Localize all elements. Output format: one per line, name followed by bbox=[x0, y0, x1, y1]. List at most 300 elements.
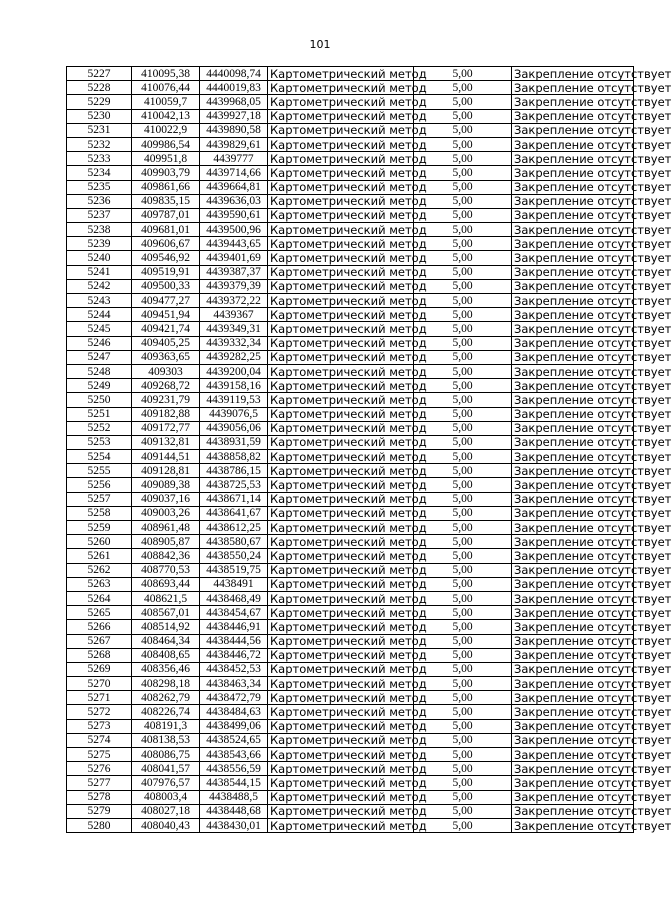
fixing-cell: Закрепление отсутствует bbox=[512, 748, 634, 762]
x-coordinate-cell: 408040,43 bbox=[132, 818, 200, 832]
accuracy-cell: 5,00 bbox=[414, 237, 512, 251]
fixing-cell: Закрепление отсутствует bbox=[512, 308, 634, 322]
point-number-cell: 5250 bbox=[67, 393, 132, 407]
table-row bbox=[67, 251, 634, 265]
y-coordinate-cell: 4438725,53 bbox=[200, 478, 268, 492]
method-cell: Картометрический метод bbox=[268, 606, 414, 620]
y-coordinate-cell: 4438671,14 bbox=[200, 492, 268, 506]
point-number-cell: 5237 bbox=[67, 208, 132, 222]
accuracy-cell: 5,00 bbox=[414, 223, 512, 237]
fixing-cell: Закрепление отсутствует bbox=[512, 421, 634, 435]
y-coordinate-cell: 4438491 bbox=[200, 577, 268, 591]
y-coordinate-cell: 4439119,53 bbox=[200, 393, 268, 407]
fixing-cell: Закрепление отсутствует bbox=[512, 733, 634, 747]
y-coordinate-cell: 4439401,69 bbox=[200, 251, 268, 265]
point-number-cell: 5278 bbox=[67, 790, 132, 804]
x-coordinate-cell: 407976,57 bbox=[132, 776, 200, 790]
fixing-cell: Закрепление отсутствует bbox=[512, 435, 634, 449]
method-cell: Картометрический метод bbox=[268, 67, 414, 81]
x-coordinate-cell: 408408,65 bbox=[132, 648, 200, 662]
x-coordinate-cell: 408298,18 bbox=[132, 677, 200, 691]
method-cell: Картометрический метод bbox=[268, 591, 414, 605]
y-coordinate-cell: 4439056,06 bbox=[200, 421, 268, 435]
point-number-cell: 5265 bbox=[67, 606, 132, 620]
fixing-cell: Закрепление отсутствует bbox=[512, 393, 634, 407]
accuracy-cell: 5,00 bbox=[414, 478, 512, 492]
method-cell: Картометрический метод bbox=[268, 563, 414, 577]
table-row bbox=[67, 577, 634, 591]
point-number-cell: 5234 bbox=[67, 166, 132, 180]
method-cell: Картометрический метод bbox=[268, 620, 414, 634]
accuracy-cell: 5,00 bbox=[414, 818, 512, 832]
x-coordinate-cell: 409951,8 bbox=[132, 152, 200, 166]
accuracy-cell: 5,00 bbox=[414, 251, 512, 265]
y-coordinate-cell: 4438488,5 bbox=[200, 790, 268, 804]
y-coordinate-cell: 4439282,25 bbox=[200, 350, 268, 364]
table-row bbox=[67, 677, 634, 691]
point-number-cell: 5269 bbox=[67, 662, 132, 676]
fixing-cell: Закрепление отсутствует bbox=[512, 137, 634, 151]
y-coordinate-cell: 4438543,66 bbox=[200, 748, 268, 762]
table-row bbox=[67, 407, 634, 421]
x-coordinate-cell: 410059,7 bbox=[132, 95, 200, 109]
method-cell: Картометрический метод bbox=[268, 322, 414, 336]
accuracy-cell: 5,00 bbox=[414, 549, 512, 563]
accuracy-cell: 5,00 bbox=[414, 322, 512, 336]
table-row bbox=[67, 379, 634, 393]
point-number-cell: 5264 bbox=[67, 591, 132, 605]
y-coordinate-cell: 4439200,04 bbox=[200, 364, 268, 378]
method-cell: Картометрический метод bbox=[268, 776, 414, 790]
point-number-cell: 5260 bbox=[67, 535, 132, 549]
method-cell: Картометрический метод bbox=[268, 279, 414, 293]
method-cell: Картометрический метод bbox=[268, 790, 414, 804]
accuracy-cell: 5,00 bbox=[414, 691, 512, 705]
point-number-cell: 5263 bbox=[67, 577, 132, 591]
table-row bbox=[67, 662, 634, 676]
x-coordinate-cell: 409903,79 bbox=[132, 166, 200, 180]
fixing-cell: Закрепление отсутствует bbox=[512, 237, 634, 251]
fixing-cell: Закрепление отсутствует bbox=[512, 364, 634, 378]
x-coordinate-cell: 409405,25 bbox=[132, 336, 200, 350]
accuracy-cell: 5,00 bbox=[414, 464, 512, 478]
point-number-cell: 5248 bbox=[67, 364, 132, 378]
table-row bbox=[67, 549, 634, 563]
point-number-cell: 5238 bbox=[67, 223, 132, 237]
table-row bbox=[67, 393, 634, 407]
x-coordinate-cell: 409986,54 bbox=[132, 137, 200, 151]
point-number-cell: 5232 bbox=[67, 137, 132, 151]
accuracy-cell: 5,00 bbox=[414, 634, 512, 648]
y-coordinate-cell: 4438524,65 bbox=[200, 733, 268, 747]
method-cell: Картометрический метод bbox=[268, 677, 414, 691]
y-coordinate-cell: 4438556,59 bbox=[200, 762, 268, 776]
point-number-cell: 5280 bbox=[67, 818, 132, 832]
fixing-cell: Закрепление отсутствует bbox=[512, 506, 634, 520]
table-row bbox=[67, 81, 634, 95]
table-row bbox=[67, 95, 634, 109]
fixing-cell: Закрепление отсутствует bbox=[512, 634, 634, 648]
x-coordinate-cell: 409268,72 bbox=[132, 379, 200, 393]
x-coordinate-cell: 409519,91 bbox=[132, 265, 200, 279]
y-coordinate-cell: 4439714,66 bbox=[200, 166, 268, 180]
x-coordinate-cell: 409363,65 bbox=[132, 350, 200, 364]
fixing-cell: Закрепление отсутствует bbox=[512, 464, 634, 478]
x-coordinate-cell: 408905,87 bbox=[132, 535, 200, 549]
y-coordinate-cell: 4438786,15 bbox=[200, 464, 268, 478]
fixing-cell: Закрепление отсутствует bbox=[512, 251, 634, 265]
point-number-cell: 5236 bbox=[67, 194, 132, 208]
fixing-cell: Закрепление отсутствует bbox=[512, 662, 634, 676]
point-number-cell: 5239 bbox=[67, 237, 132, 251]
table-row bbox=[67, 364, 634, 378]
y-coordinate-cell: 4438544,15 bbox=[200, 776, 268, 790]
table-row bbox=[67, 152, 634, 166]
y-coordinate-cell: 4439927,18 bbox=[200, 109, 268, 123]
fixing-cell: Закрепление отсутствует bbox=[512, 620, 634, 634]
accuracy-cell: 5,00 bbox=[414, 67, 512, 81]
table-row bbox=[67, 166, 634, 180]
method-cell: Картометрический метод bbox=[268, 549, 414, 563]
accuracy-cell: 5,00 bbox=[414, 790, 512, 804]
accuracy-cell: 5,00 bbox=[414, 95, 512, 109]
fixing-cell: Закрепление отсутствует bbox=[512, 762, 634, 776]
table-row bbox=[67, 634, 634, 648]
y-coordinate-cell: 4438519,75 bbox=[200, 563, 268, 577]
y-coordinate-cell: 4439968,05 bbox=[200, 95, 268, 109]
fixing-cell: Закрепление отсутствует bbox=[512, 123, 634, 137]
y-coordinate-cell: 4438444,56 bbox=[200, 634, 268, 648]
x-coordinate-cell: 409128,81 bbox=[132, 464, 200, 478]
accuracy-cell: 5,00 bbox=[414, 606, 512, 620]
table-row bbox=[67, 350, 634, 364]
table-row bbox=[67, 748, 634, 762]
fixing-cell: Закрепление отсутствует bbox=[512, 691, 634, 705]
fixing-cell: Закрепление отсутствует bbox=[512, 208, 634, 222]
accuracy-cell: 5,00 bbox=[414, 123, 512, 137]
accuracy-cell: 5,00 bbox=[414, 279, 512, 293]
y-coordinate-cell: 4439829,61 bbox=[200, 137, 268, 151]
method-cell: Картометрический метод bbox=[268, 223, 414, 237]
point-number-cell: 5229 bbox=[67, 95, 132, 109]
point-number-cell: 5241 bbox=[67, 265, 132, 279]
y-coordinate-cell: 4438484,63 bbox=[200, 705, 268, 719]
method-cell: Картометрический метод bbox=[268, 421, 414, 435]
point-number-cell: 5277 bbox=[67, 776, 132, 790]
method-cell: Картометрический метод bbox=[268, 265, 414, 279]
method-cell: Картометрический метод bbox=[268, 237, 414, 251]
table-row bbox=[67, 762, 634, 776]
method-cell: Картометрический метод bbox=[268, 166, 414, 180]
point-number-cell: 5252 bbox=[67, 421, 132, 435]
x-coordinate-cell: 409546,92 bbox=[132, 251, 200, 265]
accuracy-cell: 5,00 bbox=[414, 591, 512, 605]
table-row bbox=[67, 691, 634, 705]
fixing-cell: Закрепление отсутствует bbox=[512, 180, 634, 194]
table-row bbox=[67, 478, 634, 492]
accuracy-cell: 5,00 bbox=[414, 719, 512, 733]
accuracy-cell: 5,00 bbox=[414, 450, 512, 464]
table-row bbox=[67, 733, 634, 747]
point-number-cell: 5275 bbox=[67, 748, 132, 762]
y-coordinate-cell: 4438430,01 bbox=[200, 818, 268, 832]
method-cell: Картометрический метод bbox=[268, 535, 414, 549]
fixing-cell: Закрепление отсутствует bbox=[512, 294, 634, 308]
fixing-cell: Закрепление отсутствует bbox=[512, 109, 634, 123]
table-row bbox=[67, 279, 634, 293]
y-coordinate-cell: 4439636,03 bbox=[200, 194, 268, 208]
accuracy-cell: 5,00 bbox=[414, 194, 512, 208]
method-cell: Картометрический метод bbox=[268, 294, 414, 308]
x-coordinate-cell: 408041,57 bbox=[132, 762, 200, 776]
point-number-cell: 5245 bbox=[67, 322, 132, 336]
accuracy-cell: 5,00 bbox=[414, 336, 512, 350]
x-coordinate-cell: 409231,79 bbox=[132, 393, 200, 407]
point-number-cell: 5266 bbox=[67, 620, 132, 634]
method-cell: Картометрический метод bbox=[268, 748, 414, 762]
x-coordinate-cell: 410095,38 bbox=[132, 67, 200, 81]
method-cell: Картометрический метод bbox=[268, 336, 414, 350]
table-row bbox=[67, 591, 634, 605]
y-coordinate-cell: 4438931,59 bbox=[200, 435, 268, 449]
table-row bbox=[67, 719, 634, 733]
fixing-cell: Закрепление отсутствует bbox=[512, 194, 634, 208]
fixing-cell: Закрепление отсутствует bbox=[512, 563, 634, 577]
accuracy-cell: 5,00 bbox=[414, 804, 512, 818]
coordinates-table bbox=[66, 66, 671, 833]
y-coordinate-cell: 4439372,22 bbox=[200, 294, 268, 308]
point-number-cell: 5253 bbox=[67, 435, 132, 449]
table-row bbox=[67, 322, 634, 336]
accuracy-cell: 5,00 bbox=[414, 350, 512, 364]
method-cell: Картометрический метод bbox=[268, 350, 414, 364]
accuracy-cell: 5,00 bbox=[414, 166, 512, 180]
point-number-cell: 5247 bbox=[67, 350, 132, 364]
method-cell: Картометрический метод bbox=[268, 492, 414, 506]
fixing-cell: Закрепление отсутствует bbox=[512, 606, 634, 620]
method-cell: Картометрический метод bbox=[268, 464, 414, 478]
y-coordinate-cell: 4439890,58 bbox=[200, 123, 268, 137]
accuracy-cell: 5,00 bbox=[414, 705, 512, 719]
point-number-cell: 5246 bbox=[67, 336, 132, 350]
method-cell: Картометрический метод bbox=[268, 762, 414, 776]
method-cell: Картометрический метод bbox=[268, 733, 414, 747]
table-row bbox=[67, 194, 634, 208]
point-number-cell: 5261 bbox=[67, 549, 132, 563]
method-cell: Картометрический метод bbox=[268, 691, 414, 705]
method-cell: Картометрический метод bbox=[268, 634, 414, 648]
accuracy-cell: 5,00 bbox=[414, 393, 512, 407]
fixing-cell: Закрепление отсутствует bbox=[512, 223, 634, 237]
x-coordinate-cell: 409835,15 bbox=[132, 194, 200, 208]
y-coordinate-cell: 4438446,91 bbox=[200, 620, 268, 634]
point-number-cell: 5240 bbox=[67, 251, 132, 265]
y-coordinate-cell: 4439332,34 bbox=[200, 336, 268, 350]
point-number-cell: 5257 bbox=[67, 492, 132, 506]
method-cell: Картометрический метод bbox=[268, 705, 414, 719]
accuracy-cell: 5,00 bbox=[414, 521, 512, 535]
method-cell: Картометрический метод bbox=[268, 364, 414, 378]
table-row bbox=[67, 492, 634, 506]
x-coordinate-cell: 408138,53 bbox=[132, 733, 200, 747]
point-number-cell: 5242 bbox=[67, 279, 132, 293]
method-cell: Картометрический метод bbox=[268, 450, 414, 464]
fixing-cell: Закрепление отсутствует bbox=[512, 407, 634, 421]
table-row bbox=[67, 521, 634, 535]
table-row bbox=[67, 137, 634, 151]
x-coordinate-cell: 410042,13 bbox=[132, 109, 200, 123]
x-coordinate-cell: 408567,01 bbox=[132, 606, 200, 620]
accuracy-cell: 5,00 bbox=[414, 762, 512, 776]
method-cell: Картометрический метод bbox=[268, 393, 414, 407]
fixing-cell: Закрепление отсутствует bbox=[512, 350, 634, 364]
x-coordinate-cell: 409132,81 bbox=[132, 435, 200, 449]
point-number-cell: 5268 bbox=[67, 648, 132, 662]
accuracy-cell: 5,00 bbox=[414, 208, 512, 222]
fixing-cell: Закрепление отсутствует bbox=[512, 790, 634, 804]
x-coordinate-cell: 409681,01 bbox=[132, 223, 200, 237]
table-row bbox=[67, 223, 634, 237]
method-cell: Картометрический метод bbox=[268, 152, 414, 166]
page-number: 101 bbox=[309, 38, 331, 51]
x-coordinate-cell: 410076,44 bbox=[132, 81, 200, 95]
fixing-cell: Закрепление отсутствует bbox=[512, 677, 634, 691]
y-coordinate-cell: 4438499,06 bbox=[200, 719, 268, 733]
accuracy-cell: 5,00 bbox=[414, 677, 512, 691]
fixing-cell: Закрепление отсутствует bbox=[512, 478, 634, 492]
x-coordinate-cell: 409144,51 bbox=[132, 450, 200, 464]
method-cell: Картометрический метод bbox=[268, 478, 414, 492]
x-coordinate-cell: 408262,79 bbox=[132, 691, 200, 705]
y-coordinate-cell: 4440019,83 bbox=[200, 81, 268, 95]
table-row bbox=[67, 237, 634, 251]
x-coordinate-cell: 408514,92 bbox=[132, 620, 200, 634]
accuracy-cell: 5,00 bbox=[414, 662, 512, 676]
table-row bbox=[67, 180, 634, 194]
x-coordinate-cell: 409606,67 bbox=[132, 237, 200, 251]
fixing-cell: Закрепление отсутствует bbox=[512, 81, 634, 95]
fixing-cell: Закрепление отсутствует bbox=[512, 67, 634, 81]
point-number-cell: 5258 bbox=[67, 506, 132, 520]
method-cell: Картометрический метод bbox=[268, 407, 414, 421]
method-cell: Картометрический метод bbox=[268, 804, 414, 818]
fixing-cell: Закрепление отсутствует bbox=[512, 705, 634, 719]
accuracy-cell: 5,00 bbox=[414, 748, 512, 762]
y-coordinate-cell: 4438472,79 bbox=[200, 691, 268, 705]
method-cell: Картометрический метод bbox=[268, 648, 414, 662]
fixing-cell: Закрепление отсутствует bbox=[512, 719, 634, 733]
x-coordinate-cell: 408961,48 bbox=[132, 521, 200, 535]
method-cell: Картометрический метод bbox=[268, 308, 414, 322]
table-row bbox=[67, 265, 634, 279]
fixing-cell: Закрепление отсутствует bbox=[512, 804, 634, 818]
fixing-cell: Закрепление отсутствует bbox=[512, 379, 634, 393]
accuracy-cell: 5,00 bbox=[414, 407, 512, 421]
fixing-cell: Закрепление отсутствует bbox=[512, 450, 634, 464]
point-number-cell: 5228 bbox=[67, 81, 132, 95]
x-coordinate-cell: 410022,9 bbox=[132, 123, 200, 137]
x-coordinate-cell: 409787,01 bbox=[132, 208, 200, 222]
y-coordinate-cell: 4438468,49 bbox=[200, 591, 268, 605]
table-row bbox=[67, 336, 634, 350]
method-cell: Картометрический метод bbox=[268, 818, 414, 832]
point-number-cell: 5273 bbox=[67, 719, 132, 733]
method-cell: Картометрический метод bbox=[268, 251, 414, 265]
point-number-cell: 5262 bbox=[67, 563, 132, 577]
point-number-cell: 5259 bbox=[67, 521, 132, 535]
table-row bbox=[67, 563, 634, 577]
point-number-cell: 5254 bbox=[67, 450, 132, 464]
table-row bbox=[67, 506, 634, 520]
table-row bbox=[67, 535, 634, 549]
fixing-cell: Закрепление отсутствует bbox=[512, 336, 634, 350]
accuracy-cell: 5,00 bbox=[414, 563, 512, 577]
accuracy-cell: 5,00 bbox=[414, 733, 512, 747]
table-row bbox=[67, 450, 634, 464]
fixing-cell: Закрепление отсутствует bbox=[512, 549, 634, 563]
x-coordinate-cell: 409303 bbox=[132, 364, 200, 378]
point-number-cell: 5243 bbox=[67, 294, 132, 308]
accuracy-cell: 5,00 bbox=[414, 294, 512, 308]
point-number-cell: 5244 bbox=[67, 308, 132, 322]
y-coordinate-cell: 4439158,16 bbox=[200, 379, 268, 393]
y-coordinate-cell: 4438454,67 bbox=[200, 606, 268, 620]
y-coordinate-cell: 4438452,53 bbox=[200, 662, 268, 676]
fixing-cell: Закрепление отсутствует bbox=[512, 577, 634, 591]
table-row bbox=[67, 208, 634, 222]
accuracy-cell: 5,00 bbox=[414, 776, 512, 790]
fixing-cell: Закрепление отсутствует bbox=[512, 535, 634, 549]
point-number-cell: 5230 bbox=[67, 109, 132, 123]
x-coordinate-cell: 409089,38 bbox=[132, 478, 200, 492]
x-coordinate-cell: 408693,44 bbox=[132, 577, 200, 591]
method-cell: Картометрический метод bbox=[268, 435, 414, 449]
accuracy-cell: 5,00 bbox=[414, 577, 512, 591]
point-number-cell: 5233 bbox=[67, 152, 132, 166]
table-row bbox=[67, 67, 634, 81]
fixing-cell: Закрепление отсутствует bbox=[512, 322, 634, 336]
table-row bbox=[67, 294, 634, 308]
accuracy-cell: 5,00 bbox=[414, 379, 512, 393]
method-cell: Картометрический метод bbox=[268, 137, 414, 151]
table-row bbox=[67, 790, 634, 804]
fixing-cell: Закрепление отсутствует bbox=[512, 265, 634, 279]
y-coordinate-cell: 4439443,65 bbox=[200, 237, 268, 251]
fixing-cell: Закрепление отсутствует bbox=[512, 492, 634, 506]
y-coordinate-cell: 4439367 bbox=[200, 308, 268, 322]
point-number-cell: 5249 bbox=[67, 379, 132, 393]
table-row bbox=[67, 648, 634, 662]
y-coordinate-cell: 4440098,74 bbox=[200, 67, 268, 81]
x-coordinate-cell: 408003,4 bbox=[132, 790, 200, 804]
point-number-cell: 5270 bbox=[67, 677, 132, 691]
table-row bbox=[67, 421, 634, 435]
x-coordinate-cell: 408356,46 bbox=[132, 662, 200, 676]
point-number-cell: 5227 bbox=[67, 67, 132, 81]
fixing-cell: Закрепление отсутствует bbox=[512, 818, 634, 832]
y-coordinate-cell: 4439076,5 bbox=[200, 407, 268, 421]
x-coordinate-cell: 408086,75 bbox=[132, 748, 200, 762]
fixing-cell: Закрепление отсутствует bbox=[512, 648, 634, 662]
fixing-cell: Закрепление отсутствует bbox=[512, 521, 634, 535]
fixing-cell: Закрепление отсутствует bbox=[512, 95, 634, 109]
x-coordinate-cell: 409451,94 bbox=[132, 308, 200, 322]
y-coordinate-cell: 4439590,61 bbox=[200, 208, 268, 222]
x-coordinate-cell: 408226,74 bbox=[132, 705, 200, 719]
table-row bbox=[67, 705, 634, 719]
accuracy-cell: 5,00 bbox=[414, 620, 512, 634]
y-coordinate-cell: 4438612,25 bbox=[200, 521, 268, 535]
